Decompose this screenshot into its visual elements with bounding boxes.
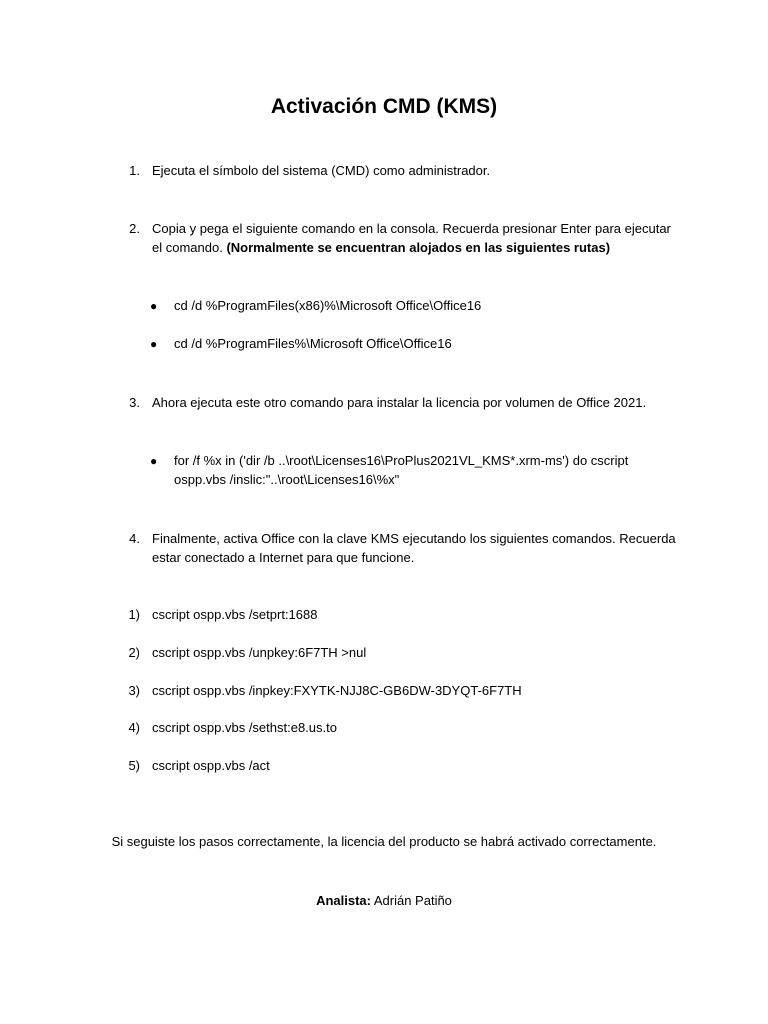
activation-command: cscript ospp.vbs /sethst:e8.us.to: [152, 720, 337, 735]
activation-command: cscript ospp.vbs /act: [152, 758, 270, 773]
path-command: cd /d %ProgramFiles(x86)%\Microsoft Office\Office16: [174, 298, 482, 313]
activation-command: cscript ospp.vbs /setprt:1688: [152, 607, 318, 622]
step-number: 4.: [129, 531, 140, 546]
step-text: Finalmente, activa Office con la clave KMS ejecutando los siguientes comandos. Recuerda: [152, 531, 676, 546]
command-number: 3): [128, 683, 140, 698]
step-number: 2.: [129, 221, 140, 236]
step-number: 3.: [129, 395, 140, 410]
signature-label: Analista:: [316, 893, 371, 908]
step-text: Copia y pega el siguiente comando en la consola. Recuerda presionar Enter para ejecutar: [152, 221, 671, 236]
activation-command: cscript ospp.vbs /unpkey:6F7TH >nul: [152, 645, 367, 660]
path-command: cd /d %ProgramFiles%\Microsoft Office\Office16: [174, 336, 452, 351]
command-number: 5): [128, 758, 140, 773]
step-text-continued: [152, 238, 610, 258]
bullet-icon: ●: [150, 454, 158, 468]
step-text: Ejecuta el símbolo del sistema (CMD) como administrador.: [152, 163, 491, 178]
bullet-icon: ●: [150, 337, 158, 351]
signature-name: Adrián Patiño: [370, 893, 452, 908]
conclusion-text: Si seguiste los pasos correctamente, la licencia del producto se habrá activado correctamente.: [111, 834, 657, 849]
step-text-bold-note: (Normalmente se encuentran alojados en las siguientes rutas): [226, 240, 611, 255]
activation-command: cscript ospp.vbs /inpkey:FXYTK-NJJ8C-GB6DW-3DYQT-6F7TH: [152, 683, 522, 698]
step-text: Ahora ejecuta este otro comando para instalar la licencia por volumen de Office 2021.: [152, 395, 647, 410]
step-text-plain: el comando.: [152, 240, 227, 255]
step-text-continued: estar conectado a Internet para que funcione.: [152, 550, 415, 565]
command-number: 4): [128, 720, 140, 735]
page-title: Activación CMD (KMS): [270, 95, 498, 118]
install-command: for /f %x in ('dir /b ..\root\Licenses16\ProPlus2021VL_KMS*.xrm-ms') do cscript: [174, 453, 629, 468]
bullet-icon: ●: [150, 299, 158, 313]
command-number: 2): [128, 645, 140, 660]
install-command-continued: ospp.vbs /inslic:"..\root\Licenses16\%x": [174, 472, 400, 487]
step-number: 1.: [129, 163, 140, 178]
signature: [0, 891, 768, 911]
command-number: 1): [128, 607, 140, 622]
